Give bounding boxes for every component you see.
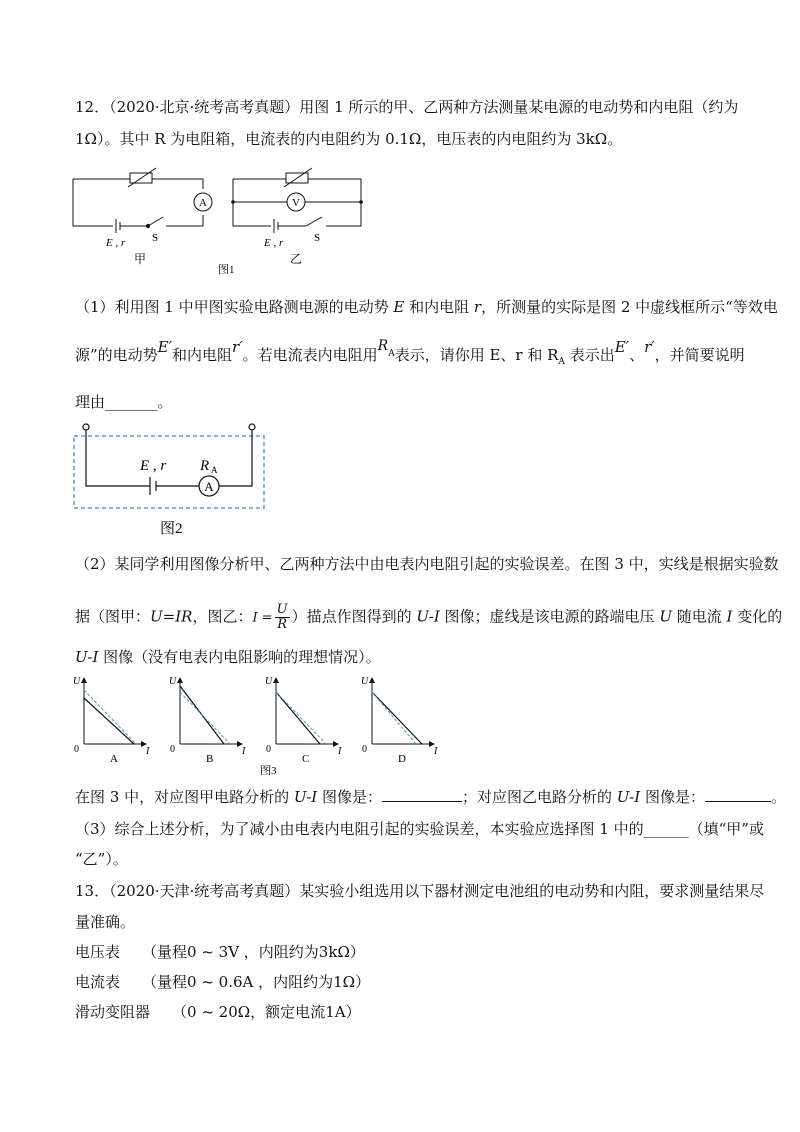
- q13-line2: 量准确。: [75, 913, 136, 931]
- answer-blank-yi[interactable]: [705, 787, 771, 802]
- fig3-caption: 图3: [260, 765, 277, 777]
- dashed-frame: [74, 436, 264, 508]
- ui-graph-B: [169, 676, 246, 765]
- i-axis-label: I: [146, 746, 150, 757]
- u-axis-label: U: [265, 676, 273, 687]
- fig2-ammeter-sub: A: [211, 465, 218, 475]
- graph-label: B: [206, 753, 214, 765]
- figure-2-equivalent-source: [70, 420, 270, 540]
- q12-line1: 12．（2020·北京·统考高考真题）用图 1 所示的甲、乙两种方法测量某电源的电动势和内电阻（约为: [75, 98, 739, 116]
- ideal-dashed-line: [372, 692, 416, 744]
- measured-line: [276, 692, 320, 744]
- origin-label: 0: [266, 744, 271, 755]
- fig1-jia-battery-label: E , r: [106, 237, 126, 249]
- q12-p3-line1: （3）综合上述分析，为了减小由电表内电阻引起的实验误差，本实验应选择图 1 中的______（填“甲”或: [75, 820, 764, 838]
- voltmeter-letter: V: [292, 197, 300, 209]
- measured-line: [84, 698, 134, 744]
- fig2-battery-label: E , r: [140, 458, 167, 474]
- q12-line2: 1Ω）。其中 R 为电阻箱，电流表的内电阻约为 0.1Ω，电压表的内电阻约为 3kΩ。: [75, 130, 623, 148]
- ideal-dashed-line: [276, 692, 326, 744]
- graph-label: D: [398, 753, 406, 765]
- ui-graph-C: [265, 676, 342, 765]
- fig1-yi-battery-label: E , r: [264, 237, 284, 249]
- ammeter-letter: A: [199, 197, 207, 209]
- i-axis-label: I: [434, 746, 438, 757]
- fig2-ammeter-label: R: [200, 458, 210, 474]
- u-axis-label: U: [73, 676, 81, 687]
- origin-label: 0: [74, 744, 79, 755]
- graph-label: C: [302, 753, 310, 765]
- answer-blank-jia[interactable]: [382, 787, 462, 802]
- measured-line: [372, 692, 422, 744]
- q13-item-voltmeter: 电压表 （量程0 ~ 3V ，内阻约为3kΩ）: [75, 943, 365, 961]
- fig1-caption: 图1: [218, 264, 235, 276]
- fig1-label-jia: 甲: [134, 252, 147, 266]
- i-axis-label: I: [242, 746, 246, 757]
- origin-label: 0: [170, 744, 175, 755]
- q13-line1: 13．（2020·天津·统考高考真题）某实验小组选用以下器材测定电池组的电动势和内阻，要求测量结果尽: [75, 882, 765, 900]
- q13-item-rheostat: 滑动变阻器 （0 ~ 20Ω，额定电流1A）: [75, 1003, 361, 1021]
- terminal-left-icon: [83, 424, 89, 430]
- figure-3-ui-graphs: [70, 672, 438, 782]
- q12-p1-line1: （1）利用图 1 中甲图实验电路测电源的电动势 E 和内电阻 r，所测量的实际是图 2 中虚线框所示“等效电: [75, 298, 778, 316]
- ui-graph-D: [361, 676, 438, 765]
- q12-question-answers: 在图 3 中，对应图甲电路分析的 U-I 图像是： ；对应图乙电路分析的 U-I 图像是： 。: [75, 788, 786, 806]
- fig1-jia-switch-label: S: [152, 232, 159, 244]
- terminal-right-icon: [249, 424, 255, 430]
- switch-icon: [148, 217, 163, 226]
- ideal-dashed-line: [84, 690, 136, 744]
- u-axis-label: U: [169, 676, 177, 687]
- ui-graph-A: [73, 676, 150, 765]
- q13-item-ammeter: 电流表 （量程0 ~ 0.6A ，内阻约为1Ω）: [75, 973, 371, 991]
- graph-label: A: [110, 753, 118, 765]
- figure-1-circuits: [68, 165, 378, 280]
- fig2-caption: 图2: [160, 521, 183, 537]
- i-axis-label: I: [338, 746, 342, 757]
- fig2-ammeter-letter: A: [204, 479, 214, 494]
- q12-p1-line3: 理由_______。: [75, 393, 173, 411]
- q12-p1-line2: 源”的电动势E′和内电阻r′。若电流表内电阻用$R_A$表示，请你用 E、r 和 $R_A$ 表示出E′、r′，并简要说明: [75, 338, 745, 367]
- fig1-label-yi: 乙: [290, 252, 303, 266]
- q12-p2-line2: 据（图甲：U=IR，图乙：I = $\frac{U}{R}$ ）描点作图得到的 U-I 图像；虚线是该电源的路端电压 U 随电流 I 变化的: [75, 602, 783, 632]
- fig1-yi-switch-label: S: [314, 232, 321, 244]
- q12-p2-line1: （2）某同学利用图像分析甲、乙两种方法中由电表内电阻引起的实验误差。在图 3 中，实线是根据实验数: [75, 555, 779, 573]
- u-axis-label: U: [361, 676, 369, 687]
- q12-p3-line2: “乙”）。: [75, 850, 128, 868]
- ideal-dashed-line: [180, 692, 230, 744]
- q12-p2-line3: U-I 图像（没有电表内电阻影响的理想情况）。: [75, 648, 381, 666]
- origin-label: 0: [362, 744, 367, 755]
